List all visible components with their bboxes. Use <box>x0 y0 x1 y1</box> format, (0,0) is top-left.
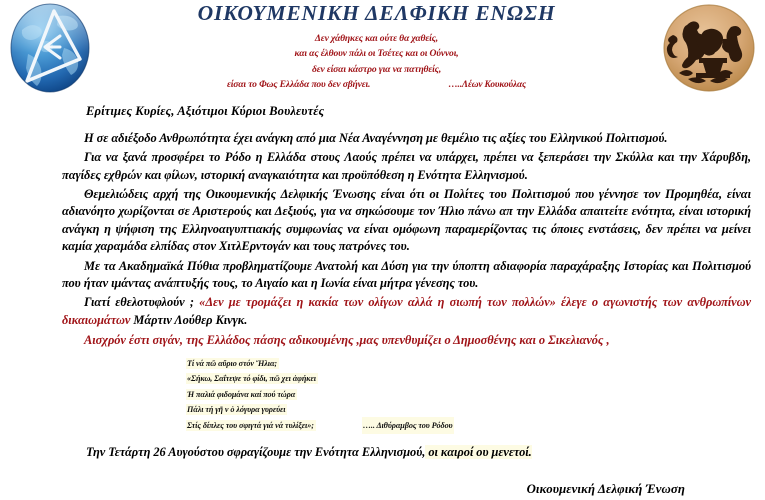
paragraph-5-suffix: Μάρτιν Λούθερ Κινγκ. <box>130 312 248 327</box>
paragraph-3: Θεμελιώδεις αρχή της Οικουμενικής Δελφικής Ένωσης είναι ότι οι Πολίτες του Πολιτισμού που γέννησε τον Προμηθέα, είναι αδιανόητο χωρίζονται σε Αριστερούς και Δεξιούς, για να σηκώσουμε τον Ήλιο πάνω απ την Ελλάδα απαιτείτε ενότητα, είναι ιστορική ανάγκη η ψήφιση της Ελληνοαιγυπτιακής συμφωνίας να είναι ομόφωνη παραμερίζοντας τις όποιες ενστάσεις, δεν πρέπει να μείνει καμία χαραμάδα ελπίδας στον ΧιτλΕρντογάν και τους πατρόνες του. <box>62 187 751 254</box>
poem-line-3: δεν είσαι κάστρο για να πατηθείς, <box>311 63 442 75</box>
verse-line-5 <box>186 417 765 434</box>
poem-credit: …..Λέων Κουκούλας <box>448 80 527 91</box>
paragraph-4: Με τα Ακαδημαϊκά Πύθια προβληματίζουμε Ανατολή και Δύση για την ύποπτη αδιαφορία παραχάραξης Ιστορίας και Πολιτισμού που ήταν ιμάντας ανάπτυξής τους, το Αιγαίο και η Ιωνία είναι μήτρα γένεσης του. <box>62 258 751 290</box>
globe-delta-logo <box>8 2 92 94</box>
poem-line-4-row <box>100 77 653 93</box>
verse-line-2-text: «Σήκω, Σαΐτεψε τό φίδι, πῶ χει ἀφήκει <box>187 374 316 384</box>
signature: Οικουμενική Δελφική Ένωση <box>526 481 685 496</box>
organization-title: ΟΙΚΟΥΜΕΝΙΚΗ ΔΕΛΦΙΚΗ ΕΝΩΣΗ <box>197 1 556 25</box>
document-body <box>0 96 765 497</box>
salutation: Ερίτιμες Κυρίες, Αξιότιμοι Κύριοι Βουλευτές <box>86 104 325 118</box>
paragraph-5-prefix: Γιατί εθελοτυφλούν ; <box>84 295 200 310</box>
header-poem <box>100 31 653 94</box>
closing-line <box>86 445 765 460</box>
verse-block <box>186 356 765 433</box>
poem-line-1: Δεν χάθηκες και ούτε θα χαθείς, <box>314 32 439 44</box>
paragraph-5 <box>62 292 751 329</box>
paragraph-2: Για να ξανά προσφέρει το Ρόδο η Ελλάδα στους Λαούς πρέπει να υπάρχει, πρέπει να ξεπεράσει την Σκύλλα και την Χάρυβδη, παγίδες εχθρών και φίλων, ιστορική αναγκαιότητα και προϋπόθεση η Ενότητα Ελληνισμού. <box>62 150 751 182</box>
poem-line-4: είσαι το Φως Ελλάδα που δεν σβήνει. <box>226 79 371 91</box>
document-header <box>0 0 765 96</box>
verse-line-4 <box>186 402 765 417</box>
verse-line-1 <box>186 356 765 371</box>
verse-line-5-text: Στίς δίπλες του σφιγτά γιά νά τυλίξει»; <box>187 420 314 430</box>
verse-line-3 <box>186 387 765 402</box>
paragraph-1: Η σε αδιέξοδο Ανθρωπότητα έχει ανάγκη από μια Νέα Αναγέννηση με θεμέλιο τις αξίες του Ελληνικού Πολιτισμού. <box>84 131 668 145</box>
paragraph-6-demosthenes: Αισχρόν έστι σιγάν, της Ελλάδος πάσης αδικουμένης ,μας υπενθυμίζει ο Δημοσθένης και ο Σικελιανός , <box>84 332 610 347</box>
ancient-greek-vase-emblem <box>657 3 761 93</box>
verse-line-2 <box>186 371 765 386</box>
poem-line-2: και ας έλθουν πάλι οι Τσέτες και οι Ούννοι, <box>294 48 459 60</box>
header-center-block <box>100 0 653 94</box>
closing-text: Την Τετάρτη 26 Αυγούστου σφραγίζουμε την Ενότητα Ελληνισμού, <box>86 444 426 459</box>
paragraph-5-quote: «Δεν με τρομάζει η κακία των ολίγων αλλά η σιωπή των πολλών» έλεγε ο αγωνιστής των ανθρωπίνων δικαιωμάτων <box>62 295 751 327</box>
verse-line-4-text: Πάλι τή γῆ ν ὁ λόγυρα γυρεύει <box>187 404 286 414</box>
verse-credit: ….. Διθύραμβος του Ρόδου <box>362 417 455 434</box>
verse-line-3-text: Ἡ παλιά φιδομάνα καί πού τώρα <box>187 389 296 399</box>
closing-highlight: οι καιροί ου μενετοί. <box>425 444 532 459</box>
verse-line-1-text: Τί νά πῶ αὔριο στόν Ἥλια; <box>187 359 278 369</box>
